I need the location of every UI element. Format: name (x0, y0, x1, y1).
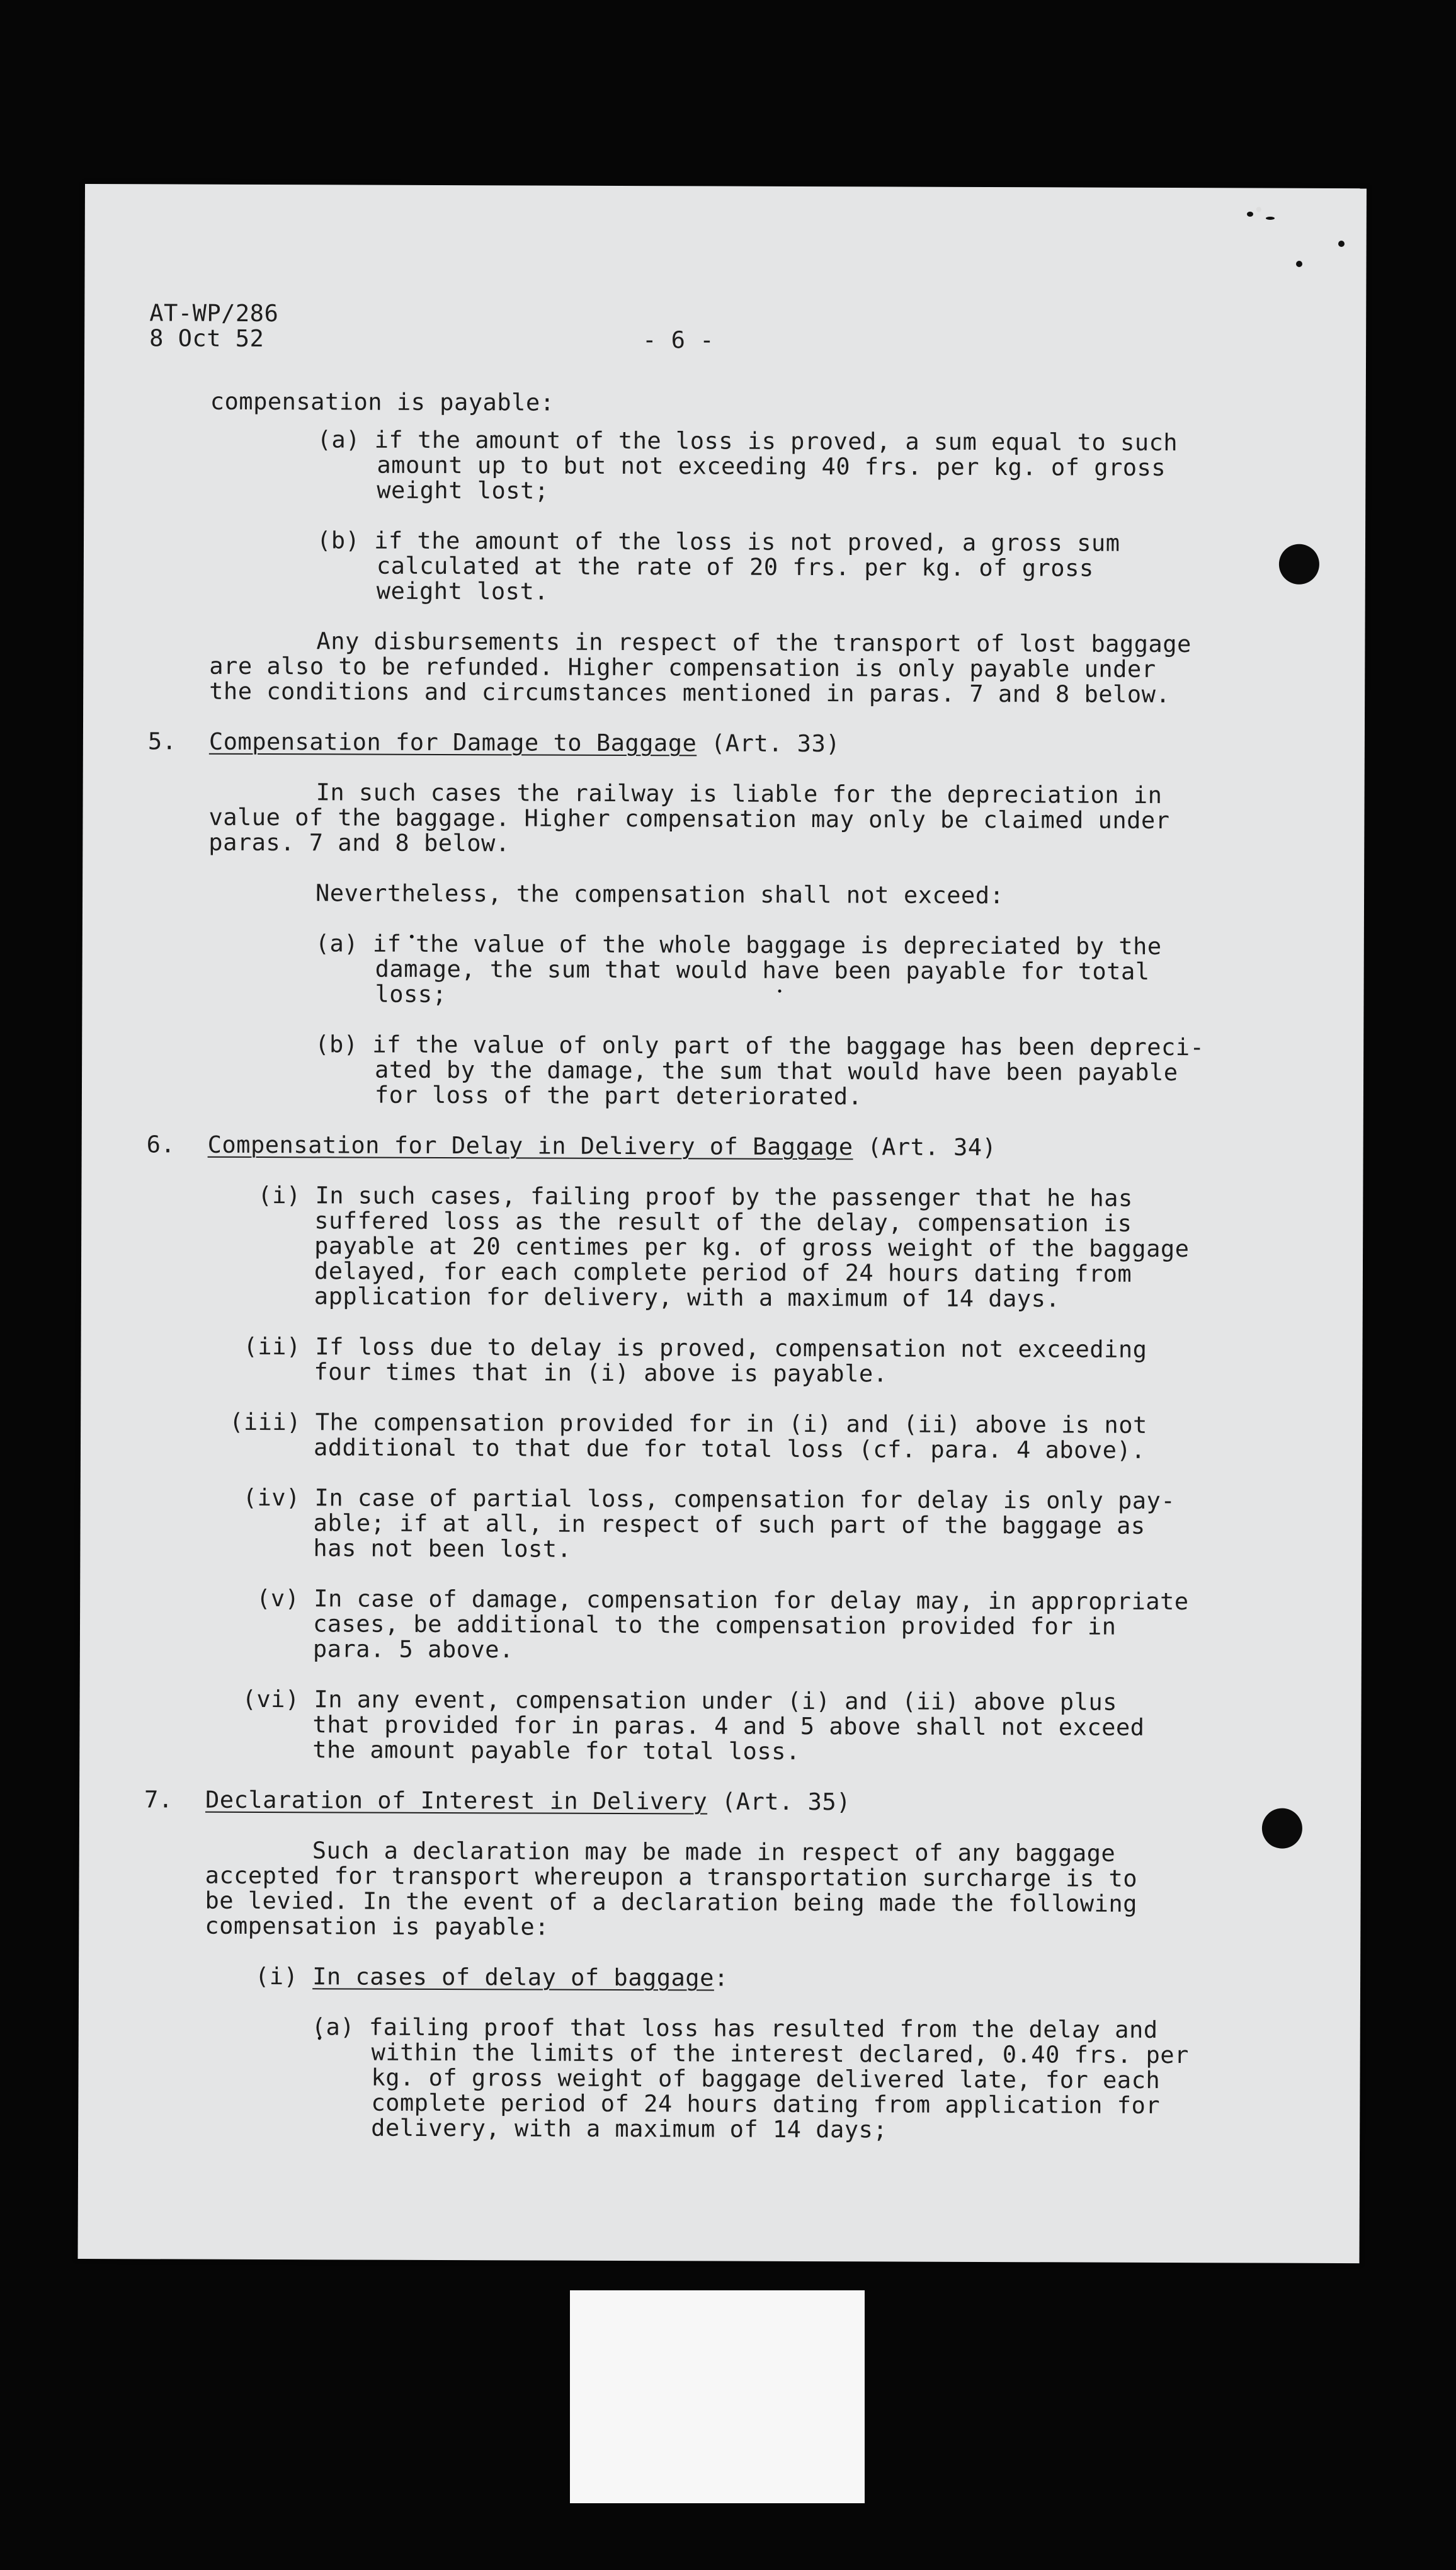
scan-mark (1266, 217, 1275, 220)
text-line: calculated at the rate of 20 frs. per kg. of gross (376, 552, 1094, 582)
text-line: payable at 20 centimes per kg. of gross weight of the baggage (314, 1232, 1190, 1263)
text-line: complete period of 24 hours dating from application for (371, 2089, 1161, 2119)
subsection-number: (i) (254, 1962, 313, 1990)
text-line: the conditions and circumstances mentioned in paras. 7 and 8 below. (209, 677, 1171, 709)
text-line: (b) if the amount of the loss is not proved, a gross sum (316, 527, 1120, 557)
section-title: Compensation for Delay in Delivery of Baggage (207, 1131, 853, 1161)
text-line: for loss of the part deteriorated. (374, 1081, 863, 1111)
text-line: (iii) The compensation provided for in (i) and (ii) above is not (229, 1408, 1147, 1439)
text-line: application for delivery, with a maximum of 14 days. (314, 1282, 1061, 1313)
text-line: (i) In such cases, failing proof by the passenger that he has (258, 1181, 1133, 1212)
text-line: (a) if the amount of the loss is proved, a sum equal to such (317, 426, 1178, 457)
text-line: loss; (375, 980, 447, 1008)
document-page (78, 184, 1367, 2263)
text-line: the amount payable for total loss. (312, 1736, 800, 1765)
section-title: Declaration of Interest in Delivery (205, 1786, 708, 1815)
paper-mark (778, 990, 782, 993)
section-number: 6. (146, 1131, 176, 1158)
text-line: damage, the sum that would have been payable for total (375, 955, 1150, 985)
section-article: (Art. 33) (697, 729, 841, 758)
section-article: (Art. 35) (707, 1788, 851, 1816)
subsection-colon: : (714, 1964, 729, 1992)
section-heading (205, 1788, 851, 1815)
text-line: ated by the damage, the sum that would have been payable (375, 1056, 1178, 1087)
doc-date: 8 Oct 52 (149, 324, 264, 352)
text-line: delivery, with a maximum of 14 days; (371, 2114, 888, 2144)
section-article: (Art. 34) (853, 1133, 997, 1162)
text-line: value of the baggage. Higher compensation may only be claimed under (208, 803, 1170, 835)
text-line: (iv) In case of partial loss, compensation for delay is only pay- (242, 1483, 1176, 1515)
text-line: weight lost; (377, 476, 549, 505)
text-line: Nevertheless, the compensation shall not exceed: (315, 879, 1004, 910)
scan-mark (1338, 241, 1345, 247)
text-line: (v) In case of damage, compensation for delay may, in appropriate (256, 1584, 1189, 1616)
scan-mark (1247, 212, 1253, 217)
text-line: cases, be additional to the compensation provided for in (312, 1610, 1117, 1640)
text-line: able; if at all, in respect of such part of the baggage as (313, 1509, 1146, 1539)
page-number: - 6 - (642, 326, 715, 354)
text-line: compensation is payable: (210, 387, 555, 416)
text-line: within the limits of the interest declared, 0.40 frs. per (371, 2038, 1189, 2069)
text-line: (b) if the value of only part of the baggage has been depreci- (315, 1031, 1205, 1061)
text-line: paras. 7 and 8 below. (208, 828, 510, 857)
text-line: (a) failing proof that loss has resulted from the delay and (311, 2013, 1158, 2043)
section-heading (209, 729, 840, 757)
text-line: weight lost. (376, 577, 549, 605)
text-line: delayed, for each complete period of 24 hours dating from (314, 1257, 1132, 1288)
text-line: para. 5 above. (312, 1635, 514, 1664)
text-line: compensation is payable: (205, 1912, 550, 1941)
text-line: kg. of gross weight of baggage delivered late, for each (371, 2064, 1161, 2094)
text-line: suffered loss as the result of the delay, compensation is (314, 1207, 1132, 1237)
punch-hole (1262, 1808, 1302, 1849)
paper-mark (1256, 207, 1261, 212)
section-title: Compensation for Damage to Baggage (208, 728, 697, 757)
section-number: 5. (147, 728, 177, 755)
text-line: (a) if the value of the whole baggage is depreciated by the (315, 930, 1162, 960)
text-line: has not been lost. (313, 1534, 572, 1563)
text-line: are also to be refunded. Higher compensation is only payable under (209, 652, 1156, 683)
text-line: Any disbursements in respect of the transport of lost baggage (316, 627, 1192, 658)
text-line: In such cases the railway is liable for the depreciation in (316, 779, 1163, 809)
text-line: accepted for transport whereupon a transportation surcharge is to (205, 1861, 1138, 1892)
text-line: additional to that due for total loss (cf. para. 4 above). (313, 1434, 1146, 1464)
doc-reference: AT-WP/286 (149, 299, 279, 328)
section-heading (208, 1133, 997, 1160)
text-line: that provided for in paras. 4 and 5 above shall not exceed (312, 1711, 1145, 1741)
text-line: (ii) If loss due to delay is proved, compensation not exceeding (243, 1332, 1147, 1363)
text-line: Such a declaration may be made in respect of any baggage (312, 1837, 1116, 1867)
text-line: four times that in (i) above is payable. (314, 1358, 888, 1388)
subsection-heading (255, 1964, 729, 1991)
calibration-slip (570, 2290, 865, 2503)
punch-hole (1279, 544, 1319, 585)
text-line: amount up to but not exceeding 40 frs. per kg. of gross (377, 451, 1166, 481)
section-number: 7. (144, 1786, 173, 1813)
text-line: be levied. In the event of a declaration being made the following (205, 1887, 1137, 1917)
subsection-title: In cases of delay of baggage (312, 1963, 714, 1992)
text-line: (vi) In any event, compensation under (i) and (ii) above plus (242, 1685, 1118, 1716)
scan-mark (1296, 261, 1302, 267)
